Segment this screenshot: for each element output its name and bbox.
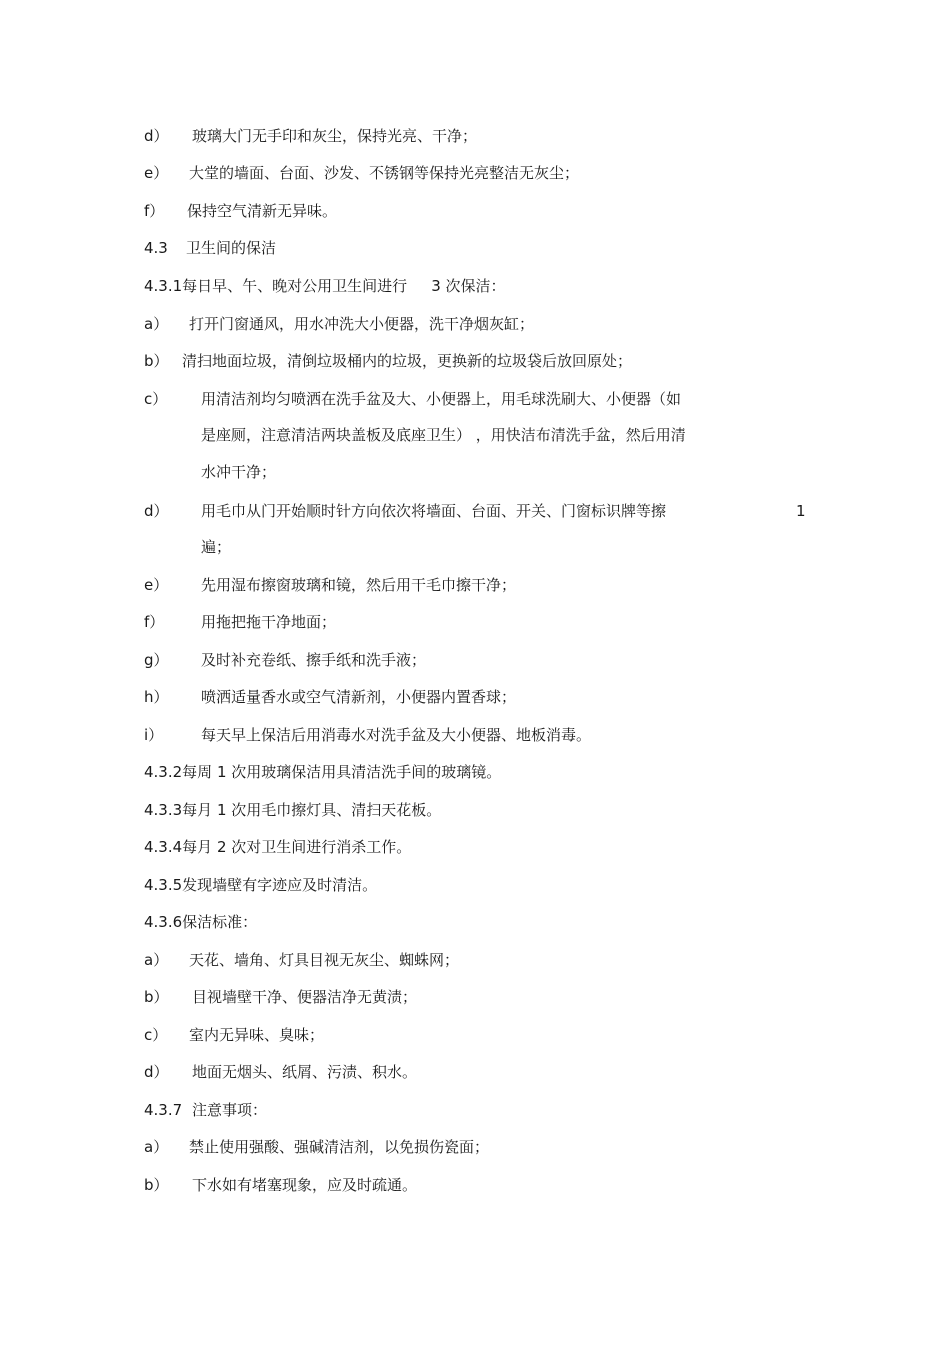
clause-number: 4.3.3 [144, 801, 183, 819]
item-text: 先用湿布擦窗玻璃和镜，然后用干毛巾擦干净； [201, 576, 517, 594]
list-item [144, 575, 516, 595]
item-label: a） [144, 1138, 169, 1156]
list-item [144, 126, 477, 146]
item-label: g） [144, 651, 169, 669]
item-text-continuation: 水冲干净； [201, 463, 277, 481]
item-label: f） [144, 613, 165, 631]
item-text: 每天早上保洁后用消毒水对洗手盆及大小便器、地板消毒。 [201, 726, 592, 744]
list-item [144, 1025, 324, 1045]
item-text: 清扫地面垃圾，清倒垃圾桶内的垃圾，更换新的垃圾袋后放回原处； [182, 352, 633, 370]
list-item [144, 201, 337, 221]
item-label: d） [144, 1063, 169, 1081]
item-label: c） [144, 390, 168, 408]
list-item [144, 950, 459, 970]
clause-number: 4.3.4 [144, 838, 183, 856]
item-text: 用拖把拖干净地面； [201, 613, 337, 631]
item-text: 玻璃大门无手印和灰尘，保持光亮、干净； [192, 127, 478, 145]
item-text: 地面无烟头、纸屑、污渍、积水。 [192, 1063, 418, 1081]
item-text: 禁止使用强酸、强碱清洁剂，以免损伤瓷面； [189, 1138, 490, 1156]
section-title: 卫生间的保洁 [186, 239, 277, 257]
paragraph [144, 762, 501, 782]
list-item [144, 1175, 417, 1195]
item-text: 保持空气清新无异味。 [187, 202, 338, 220]
list-item [144, 987, 417, 1007]
item-label: i） [144, 726, 164, 744]
clause-text: 保洁标准： [182, 913, 258, 931]
list-item [144, 725, 591, 745]
clause-number: 4.3.1 [144, 277, 183, 295]
item-label: d） [144, 502, 169, 520]
item-label: e） [144, 164, 169, 182]
item-text: 室内无异味、臭味； [189, 1026, 325, 1044]
item-text: 喷洒适量香水或空气清新剂，小便器内置香球； [201, 688, 517, 706]
list-item [144, 163, 579, 183]
item-text-continuation: 遍； [201, 538, 232, 556]
clause-text: 每日早、午、晚对公用卫生间进行 [182, 277, 408, 295]
section-number: 4.3 [144, 239, 168, 257]
list-item [144, 687, 516, 707]
item-label: b） [144, 988, 169, 1006]
item-text: 目视墙壁干净、便器洁净无黄渍； [192, 988, 418, 1006]
item-label: h） [144, 688, 169, 706]
clause-number: 4.3.2 [144, 763, 183, 781]
clause-text: 每周 1 次用玻璃保洁用具清洁洗手间的玻璃镜。 [182, 763, 502, 781]
list-item [144, 314, 534, 334]
clause-text: 注意事项： [192, 1101, 268, 1119]
clause-number: 4.3.7 [144, 1101, 183, 1119]
paragraph [144, 800, 441, 820]
item-text: 天花、墙角、灯具目视无灰尘、蜘蛛网； [189, 951, 460, 969]
list-item [144, 612, 336, 632]
item-text: 及时补充卷纸、擦手纸和洗手液； [201, 651, 427, 669]
item-label: a） [144, 951, 169, 969]
item-label: f） [144, 202, 165, 220]
item-text: 用毛巾从门开始顺时针方向依次将墙面、台面、开关、门窗标识牌等擦 [201, 502, 667, 520]
list-item [144, 1062, 417, 1082]
item-text: 打开门窗通风，用水冲洗大小便器，洗干净烟灰缸； [189, 315, 535, 333]
item-text-continuation: 是座厕，注意清洁两块盖板及底座卫生） ，用快洁布清洗手盆，然后用清 [201, 426, 686, 444]
item-label: a） [144, 315, 169, 333]
clause-number: 4.3.5 [144, 876, 183, 894]
paragraph [144, 912, 257, 932]
item-label: b） [144, 352, 169, 370]
clause-text: 每月 1 次用毛巾擦灯具、清扫天花板。 [182, 801, 442, 819]
clause-text: 每月 2 次对卫生间进行消杀工作。 [182, 838, 412, 856]
item-text: 用清洁剂均匀喷洒在洗手盆及大、小便器上，用毛球洗刷大、小便器（如 [201, 390, 682, 408]
item-label: b） [144, 1176, 169, 1194]
item-text: 大堂的墙面、台面、沙发、不锈钢等保持光亮整洁无灰尘； [189, 164, 580, 182]
list-item [144, 501, 666, 521]
item-label: d） [144, 127, 169, 145]
paragraph [144, 875, 377, 895]
clause-text-tail: 3 次保洁： [431, 277, 506, 295]
item-label: e） [144, 576, 169, 594]
item-text: 下水如有堵塞现象，应及时疏通。 [192, 1176, 418, 1194]
item-text-number: 1 [796, 502, 806, 520]
paragraph [144, 837, 411, 857]
list-item [144, 650, 426, 670]
section-heading [144, 238, 276, 258]
list-item [144, 389, 681, 409]
clause-text: 发现墙壁有字迹应及时清洁。 [182, 876, 378, 894]
paragraph [144, 1100, 267, 1120]
paragraph [144, 276, 506, 296]
item-label: c） [144, 1026, 168, 1044]
clause-number: 4.3.6 [144, 913, 183, 931]
list-item [144, 1137, 489, 1157]
list-item [144, 351, 632, 371]
